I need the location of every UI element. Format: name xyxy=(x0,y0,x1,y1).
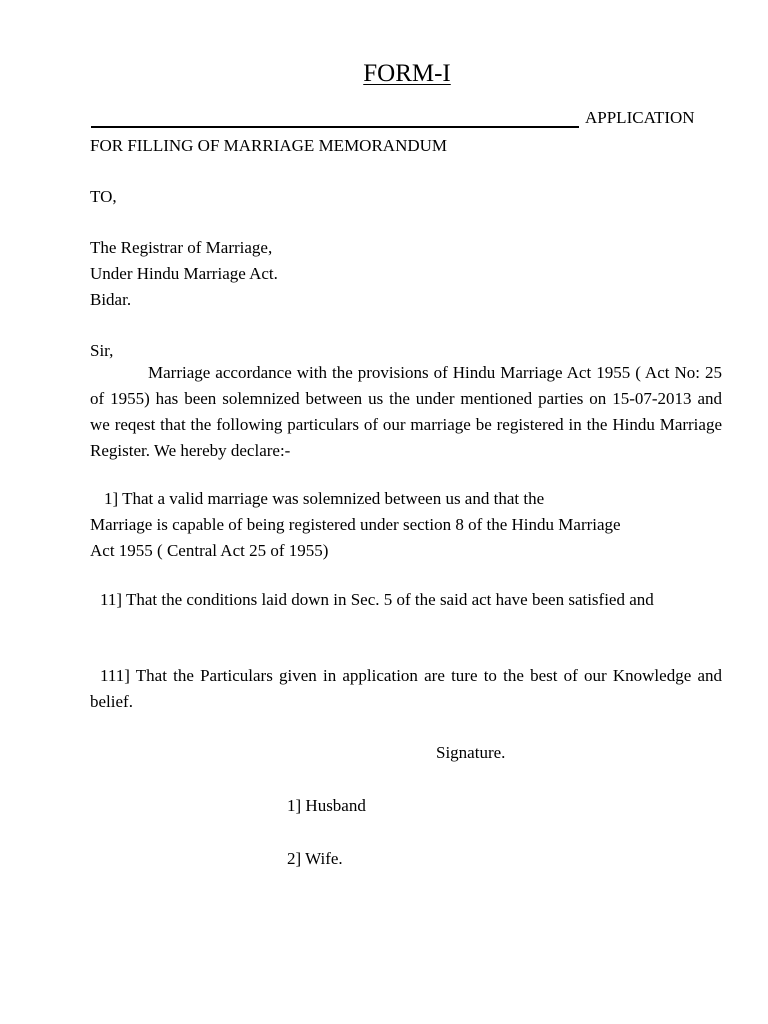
addressee-to: TO, xyxy=(90,187,117,206)
declaration-2: 11] That the conditions laid down in Sec. 5 of the said act have been satisfied and xyxy=(100,590,654,609)
application-word: APPLICATION xyxy=(585,108,695,127)
signature-label: Signature. xyxy=(436,743,506,762)
addressee-line-3: Bidar. xyxy=(90,290,132,309)
declaration-1-line-1: 1] That a valid marriage was solemnized between us and that the xyxy=(104,489,545,508)
intro-paragraph: Marriage accordance with the provisions of Hindu Marriage Act 1955 ( Act No: 25 of 1955) has been solemnized between us the under mentioned parties on 15-07-2013 and we reqest that the following particulars of our marriage be registered in the Hindu Marriage Register. We hereby declare:- xyxy=(90,363,722,460)
form-subtitle: FOR FILLING OF MARRIAGE MEMORANDUM xyxy=(90,136,448,155)
addressee-line-2: Under Hindu Marriage Act. xyxy=(90,264,278,283)
signature-husband: 1] Husband xyxy=(287,796,366,815)
declaration-1-line-3: Act 1955 ( Central Act 25 of 1955) xyxy=(90,541,329,560)
signature-wife: 2] Wife. xyxy=(287,849,343,868)
addressee-line-1: The Registrar of Marriage, xyxy=(90,238,273,257)
blank-fill-line xyxy=(91,126,579,128)
form-title: FORM-I xyxy=(363,60,451,87)
declaration-1-line-2: Marriage is capable of being registered under section 8 of the Hindu Marriage xyxy=(90,515,621,534)
declaration-3: 111] That the Particulars given in application are ture to the best of our Knowledge and belief. xyxy=(90,666,722,711)
salutation: Sir, xyxy=(90,341,114,360)
